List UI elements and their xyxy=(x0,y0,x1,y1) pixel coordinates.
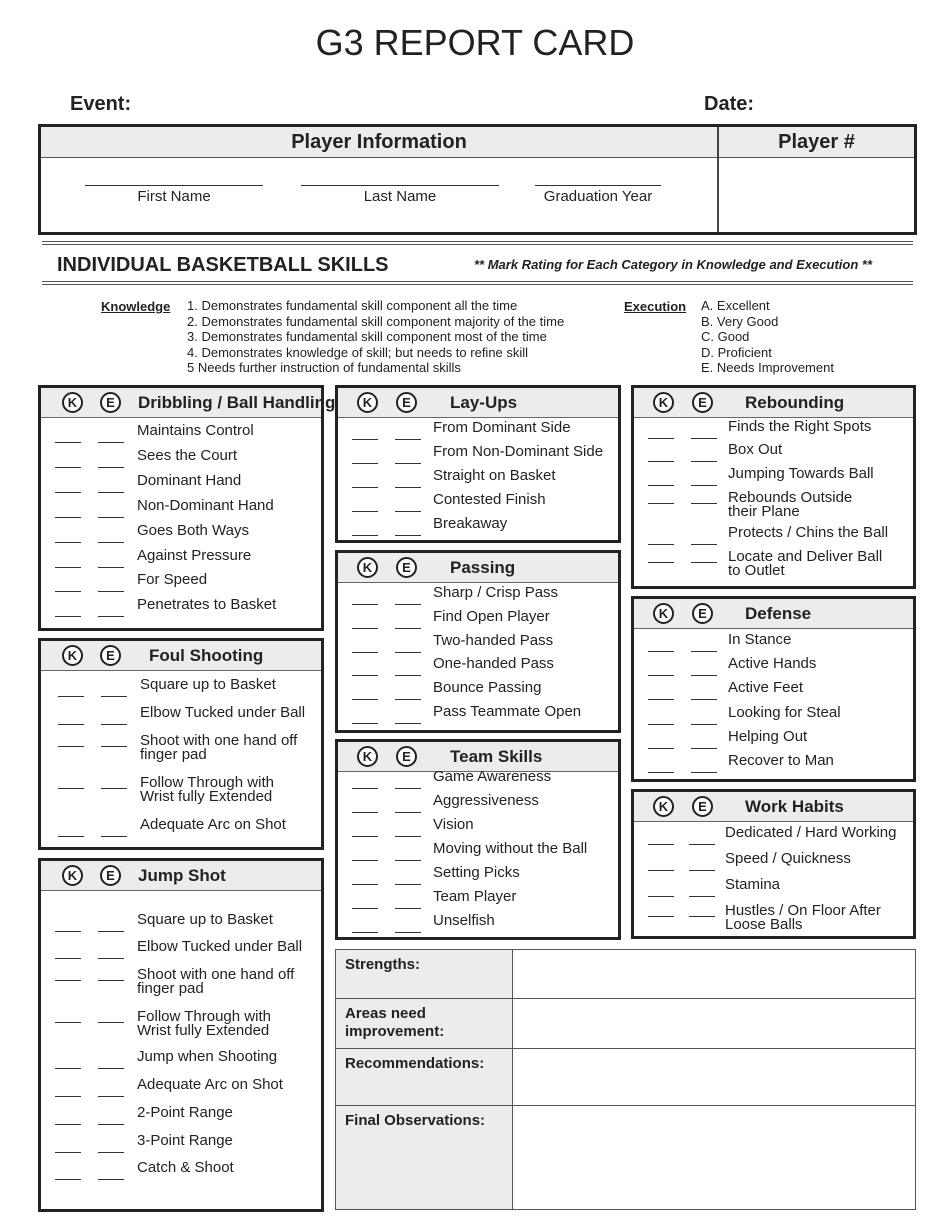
execution-level-5: E. Needs Improvement xyxy=(701,360,834,376)
knowledge-rating-blank[interactable] xyxy=(55,517,81,518)
knowledge-circle-icon: K xyxy=(357,557,378,578)
execution-circle-icon: E xyxy=(396,746,417,767)
recommendations-input[interactable] xyxy=(513,1049,915,1105)
execution-rating-blank[interactable] xyxy=(98,980,124,981)
jump-item: Catch & Shoot xyxy=(137,1159,234,1176)
areas-need-improvement-label: Areas need improvement: xyxy=(336,999,513,1048)
rebounding-item: Rebounds Outside their Plane xyxy=(728,489,853,520)
strengths-label: Strengths: xyxy=(336,950,513,998)
execution-rating-blank[interactable] xyxy=(395,932,421,933)
execution-circle-icon: E xyxy=(396,557,417,578)
player-number-header: Player # xyxy=(719,127,914,158)
knowledge-rating-blank[interactable] xyxy=(648,544,674,545)
execution-rating-blank[interactable] xyxy=(691,772,717,773)
knowledge-rating-blank[interactable] xyxy=(55,1096,81,1097)
knowledge-legend xyxy=(187,298,564,376)
knowledge-rating-blank[interactable] xyxy=(352,884,378,885)
execution-rating-blank[interactable] xyxy=(98,492,124,493)
knowledge-rating-blank[interactable] xyxy=(58,788,84,789)
team-item: Setting Picks xyxy=(433,864,520,881)
execution-rating-blank[interactable] xyxy=(98,1179,124,1180)
execution-rating-blank[interactable] xyxy=(691,544,717,545)
knowledge-rating-blank[interactable] xyxy=(648,503,674,504)
jump-title: Jump Shot xyxy=(138,866,226,885)
execution-rating-blank[interactable] xyxy=(395,463,421,464)
rebounding-item: Locate and Deliver Ball to Outlet xyxy=(728,548,883,579)
knowledge-rating-blank[interactable] xyxy=(648,870,674,871)
execution-rating-blank[interactable] xyxy=(395,788,421,789)
execution-level-2: B. Very Good xyxy=(701,313,779,329)
jump-header xyxy=(41,861,321,891)
jump-item: Follow Through with Wrist fully Extended xyxy=(137,1008,271,1039)
passing-section xyxy=(335,550,621,733)
defense-title: Defense xyxy=(745,604,812,623)
execution-rating-blank[interactable] xyxy=(691,438,717,439)
knowledge-rating-blank[interactable] xyxy=(352,812,378,813)
knowledge-rating-blank[interactable] xyxy=(352,652,378,653)
execution-rating-blank[interactable] xyxy=(691,748,717,749)
player-info-header: Player Information xyxy=(41,127,717,158)
rebounding-item: Box Out xyxy=(728,441,783,458)
dribbling-item: Dominant Hand xyxy=(137,471,242,489)
knowledge-rating-blank[interactable] xyxy=(58,836,84,837)
final-observations-row xyxy=(336,1106,915,1209)
execution-rating-blank[interactable] xyxy=(395,860,421,861)
knowledge-rating-blank[interactable] xyxy=(55,931,81,932)
knowledge-rating-blank[interactable] xyxy=(55,467,81,468)
date-label: Date: xyxy=(704,93,755,115)
knowledge-rating-blank[interactable] xyxy=(352,908,378,909)
defense-header xyxy=(634,599,913,629)
defense-section xyxy=(631,596,916,782)
knowledge-rating-blank[interactable] xyxy=(352,535,378,536)
team-item: Game Awareness xyxy=(433,768,552,785)
execution-rating-blank[interactable] xyxy=(98,1068,124,1069)
passing-item: Find Open Player xyxy=(433,607,550,625)
execution-rating-blank[interactable] xyxy=(101,836,127,837)
foul-item: Elbow Tucked under Ball xyxy=(140,704,306,721)
execution-rating-blank[interactable] xyxy=(98,1022,124,1023)
knowledge-rating-blank[interactable] xyxy=(55,980,81,981)
defense-item: Helping Out xyxy=(728,727,808,745)
knowledge-circle-icon: K xyxy=(357,746,378,767)
execution-rating-blank[interactable] xyxy=(98,1152,124,1153)
knowledge-circle-icon: K xyxy=(653,796,674,817)
knowledge-rating-blank[interactable] xyxy=(55,958,81,959)
first-name-field[interactable] xyxy=(85,185,263,205)
notes-table xyxy=(335,949,916,1210)
jump-item: Shoot with one hand off finger pad xyxy=(137,966,295,997)
execution-rating-blank[interactable] xyxy=(98,467,124,468)
rebounding-section xyxy=(631,385,916,589)
knowledge-rating-blank[interactable] xyxy=(55,591,81,592)
execution-rating-blank[interactable] xyxy=(98,958,124,959)
knowledge-rating-blank[interactable] xyxy=(648,438,674,439)
work-item: Hustles / On Floor After Loose Balls xyxy=(725,902,881,933)
execution-rating-blank[interactable] xyxy=(98,591,124,592)
dribbling-item: Maintains Control xyxy=(137,422,254,439)
passing-item: Two-handed Pass xyxy=(433,631,554,649)
knowledge-rating-blank[interactable] xyxy=(352,836,378,837)
execution-rating-blank[interactable] xyxy=(395,675,421,676)
execution-rating-blank[interactable] xyxy=(101,788,127,789)
execution-level-3: C. Good xyxy=(701,329,750,345)
execution-rating-blank[interactable] xyxy=(395,511,421,512)
team-item: Vision xyxy=(433,816,474,833)
foul-title: Foul Shooting xyxy=(149,646,264,665)
knowledge-rating-blank[interactable] xyxy=(352,604,378,605)
player-info-divider xyxy=(717,127,719,232)
layups-item: Breakaway xyxy=(433,515,508,532)
knowledge-rating-blank[interactable] xyxy=(352,932,378,933)
execution-rating-blank[interactable] xyxy=(395,723,421,724)
defense-item: Recover to Man xyxy=(728,752,834,769)
passing-header xyxy=(338,553,618,583)
jump-item: Elbow Tucked under Ball xyxy=(137,938,303,955)
knowledge-rating-blank[interactable] xyxy=(352,860,378,861)
dribbling-item: Against Pressure xyxy=(137,546,252,564)
knowledge-rating-blank[interactable] xyxy=(648,675,674,676)
execution-legend-title: Execution xyxy=(624,299,687,314)
execution-circle-icon: E xyxy=(100,645,121,666)
dribbling-title: Dribbling / Ball Handling xyxy=(138,393,336,412)
knowledge-rating-blank[interactable] xyxy=(352,675,378,676)
knowledge-level-3: 3. Demonstrates fundamental skill component most of the time xyxy=(187,329,547,345)
execution-rating-blank[interactable] xyxy=(101,724,127,725)
execution-rating-blank[interactable] xyxy=(98,1096,124,1097)
execution-rating-blank[interactable] xyxy=(101,746,127,747)
dribbling-item: Non-Dominant Hand xyxy=(137,496,274,514)
jump-item: 2-Point Range xyxy=(137,1104,233,1121)
dribbling-header xyxy=(41,388,336,418)
execution-rating-blank[interactable] xyxy=(98,567,124,568)
jump-shot-section xyxy=(38,858,324,1212)
knowledge-rating-blank[interactable] xyxy=(648,772,674,773)
rebounding-item: Protects / Chins the Ball xyxy=(728,524,889,541)
knowledge-level-2: 2. Demonstrates fundamental skill component majority of the time xyxy=(187,313,565,329)
work-habits-section xyxy=(631,789,916,939)
knowledge-rating-blank[interactable] xyxy=(55,442,81,443)
defense-item: In Stance xyxy=(728,631,792,648)
execution-rating-blank[interactable] xyxy=(98,1124,124,1125)
knowledge-rating-blank[interactable] xyxy=(55,616,81,617)
knowledge-circle-icon: K xyxy=(62,865,83,886)
knowledge-level-5: 5 Needs further instruction of fundamental skills xyxy=(187,360,461,376)
execution-rating-blank[interactable] xyxy=(691,562,717,563)
jump-item: Adequate Arc on Shot xyxy=(137,1076,283,1093)
dribbling-item: Sees the Court xyxy=(137,446,238,464)
dribbling-item: For Speed xyxy=(137,571,208,589)
first-name-label: First Name xyxy=(137,188,211,205)
knowledge-rating-blank[interactable] xyxy=(55,567,81,568)
knowledge-level-1: 1. Demonstrates fundamental skill component all the time xyxy=(187,298,518,313)
knowledge-rating-blank[interactable] xyxy=(648,896,674,897)
section-divider-top xyxy=(42,241,913,245)
knowledge-rating-blank[interactable] xyxy=(352,723,378,724)
work-item: Speed / Quickness xyxy=(725,850,851,867)
execution-rating-blank[interactable] xyxy=(395,812,421,813)
knowledge-rating-blank[interactable] xyxy=(55,1068,81,1069)
jump-item: Jump when Shooting xyxy=(137,1048,278,1065)
execution-circle-icon: E xyxy=(692,392,713,413)
foul-item: Shoot with one hand off finger pad xyxy=(140,732,298,763)
rebounding-header xyxy=(634,388,913,418)
knowledge-rating-blank[interactable] xyxy=(352,511,378,512)
knowledge-rating-blank[interactable] xyxy=(55,1179,81,1180)
knowledge-rating-blank[interactable] xyxy=(58,746,84,747)
passing-item: Pass Teammate Open xyxy=(433,703,582,720)
knowledge-rating-blank[interactable] xyxy=(55,1022,81,1023)
section-divider-bottom xyxy=(42,281,913,285)
execution-rating-blank[interactable] xyxy=(395,628,421,629)
execution-level-4: D. Proficient xyxy=(701,344,772,360)
execution-rating-blank[interactable] xyxy=(98,931,124,932)
dribbling-item: Penetrates to Basket xyxy=(137,596,277,614)
execution-rating-blank[interactable] xyxy=(691,485,717,486)
team-title: Team Skills xyxy=(450,747,543,766)
execution-rating-blank[interactable] xyxy=(395,487,421,488)
player-info-box xyxy=(38,124,917,235)
knowledge-rating-blank[interactable] xyxy=(648,461,674,462)
execution-rating-blank[interactable] xyxy=(691,461,717,462)
execution-rating-blank[interactable] xyxy=(395,836,421,837)
execution-rating-blank[interactable] xyxy=(691,675,717,676)
execution-rating-blank[interactable] xyxy=(691,503,717,504)
execution-circle-icon: E xyxy=(100,392,121,413)
layups-header xyxy=(338,388,618,418)
defense-item: Active Feet xyxy=(728,679,804,697)
execution-rating-blank[interactable] xyxy=(691,651,717,652)
knowledge-rating-blank[interactable] xyxy=(648,485,674,486)
layups-item: From Non-Dominant Side xyxy=(433,443,604,460)
lay-ups-section xyxy=(335,385,621,543)
team-skills-section xyxy=(335,739,621,940)
last-name-label: Last Name xyxy=(363,188,437,205)
execution-rating-blank[interactable] xyxy=(689,916,715,917)
execution-rating-blank[interactable] xyxy=(98,442,124,443)
execution-rating-blank[interactable] xyxy=(689,844,715,845)
defense-item: Active Hands xyxy=(728,655,817,673)
foul-shooting-section xyxy=(38,638,324,850)
team-item: Moving without the Ball xyxy=(433,840,588,857)
layups-item: Contested Finish xyxy=(433,491,546,508)
layups-item: Straight on Basket xyxy=(433,467,556,484)
knowledge-rating-blank[interactable] xyxy=(648,562,674,563)
knowledge-rating-blank[interactable] xyxy=(58,696,84,697)
execution-circle-icon: E xyxy=(396,392,417,413)
knowledge-rating-blank[interactable] xyxy=(55,542,81,543)
passing-item: Bounce Passing xyxy=(433,679,542,697)
execution-circle-icon: E xyxy=(692,796,713,817)
execution-level-1: A. Excellent xyxy=(701,298,770,313)
dribbling-section xyxy=(38,385,336,631)
execution-rating-blank[interactable] xyxy=(691,699,717,700)
rebounding-title: Rebounding xyxy=(745,393,845,412)
execution-legend xyxy=(701,298,834,376)
execution-rating-blank[interactable] xyxy=(395,908,421,909)
execution-circle-icon: E xyxy=(692,603,713,624)
work-item: Stamina xyxy=(725,876,781,893)
skills-title: INDIVIDUAL BASKETBALL SKILLS xyxy=(57,254,389,276)
knowledge-rating-blank[interactable] xyxy=(648,651,674,652)
knowledge-circle-icon: K xyxy=(653,603,674,624)
knowledge-rating-blank[interactable] xyxy=(352,628,378,629)
page-title: G3 REPORT CARD xyxy=(315,22,635,63)
dribbling-item: Goes Both Ways xyxy=(137,521,249,539)
recommendations-row xyxy=(336,1049,915,1106)
work-header xyxy=(634,792,913,822)
areas-need-improvement-row xyxy=(336,999,915,1049)
graduation-year-label: Graduation Year xyxy=(543,188,653,205)
final-observations-input[interactable] xyxy=(513,1106,915,1209)
knowledge-rating-blank[interactable] xyxy=(352,463,378,464)
execution-rating-blank[interactable] xyxy=(395,652,421,653)
execution-rating-blank[interactable] xyxy=(395,884,421,885)
knowledge-rating-blank[interactable] xyxy=(55,1124,81,1125)
knowledge-circle-icon: K xyxy=(62,392,83,413)
defense-item: Looking for Steal xyxy=(728,703,841,721)
strengths-input[interactable] xyxy=(513,950,915,998)
foul-header xyxy=(41,641,321,671)
knowledge-legend-title: Knowledge xyxy=(101,299,171,314)
knowledge-rating-blank[interactable] xyxy=(55,492,81,493)
jump-item: Square up to Basket xyxy=(137,911,273,928)
work-title: Work Habits xyxy=(745,797,844,816)
final-observations-label: Final Observations: xyxy=(336,1106,513,1209)
execution-rating-blank[interactable] xyxy=(98,542,124,543)
team-item: Team Player xyxy=(433,888,517,905)
layups-item: From Dominant Side xyxy=(433,419,571,436)
knowledge-circle-icon: K xyxy=(653,392,674,413)
execution-rating-blank[interactable] xyxy=(689,896,715,897)
knowledge-rating-blank[interactable] xyxy=(352,788,378,789)
knowledge-rating-blank[interactable] xyxy=(352,439,378,440)
team-item: Aggressiveness xyxy=(433,792,539,809)
knowledge-rating-blank[interactable] xyxy=(55,1152,81,1153)
layups-title: Lay-Ups xyxy=(450,393,518,412)
passing-item: One-handed Pass xyxy=(433,655,554,673)
passing-item: Sharp / Crisp Pass xyxy=(433,584,559,601)
execution-rating-blank[interactable] xyxy=(395,439,421,440)
last-name-field[interactable] xyxy=(301,185,499,205)
knowledge-circle-icon: K xyxy=(357,392,378,413)
graduation-year-field[interactable] xyxy=(535,185,661,205)
rebounding-item: Jumping Towards Ball xyxy=(728,465,874,482)
foul-item: Square up to Basket xyxy=(140,676,276,693)
knowledge-rating-blank[interactable] xyxy=(648,699,674,700)
foul-item: Follow Through with Wrist fully Extended xyxy=(140,774,274,805)
execution-rating-blank[interactable] xyxy=(98,616,124,617)
areas-need-improvement-input[interactable] xyxy=(513,999,915,1048)
knowledge-rating-blank[interactable] xyxy=(352,699,378,700)
recommendations-label: Recommendations: xyxy=(336,1049,513,1105)
knowledge-level-4: 4. Demonstrates knowledge of skill; but needs to refine skill xyxy=(187,344,529,360)
execution-rating-blank[interactable] xyxy=(691,724,717,725)
execution-rating-blank[interactable] xyxy=(98,517,124,518)
execution-circle-icon: E xyxy=(100,865,121,886)
knowledge-rating-blank[interactable] xyxy=(648,748,674,749)
knowledge-rating-blank[interactable] xyxy=(648,916,674,917)
strengths-row xyxy=(336,950,915,999)
foul-item: Adequate Arc on Shot xyxy=(140,816,286,833)
knowledge-circle-icon: K xyxy=(62,645,83,666)
knowledge-rating-blank[interactable] xyxy=(648,724,674,725)
execution-rating-blank[interactable] xyxy=(395,699,421,700)
jump-item: 3-Point Range xyxy=(137,1132,233,1149)
knowledge-rating-blank[interactable] xyxy=(58,724,84,725)
execution-rating-blank[interactable] xyxy=(395,604,421,605)
mark-rating-note: ** Mark Rating for Each Category in Knowledge and Execution ** xyxy=(474,257,873,272)
execution-rating-blank[interactable] xyxy=(101,696,127,697)
team-item: Unselfish xyxy=(433,912,495,929)
knowledge-rating-blank[interactable] xyxy=(352,487,378,488)
work-item: Dedicated / Hard Working xyxy=(725,824,897,841)
execution-rating-blank[interactable] xyxy=(689,870,715,871)
rebounding-item: Finds the Right Spots xyxy=(728,418,872,435)
event-label: Event: xyxy=(70,93,132,115)
passing-title: Passing xyxy=(450,558,516,577)
knowledge-rating-blank[interactable] xyxy=(648,844,674,845)
execution-rating-blank[interactable] xyxy=(395,535,421,536)
